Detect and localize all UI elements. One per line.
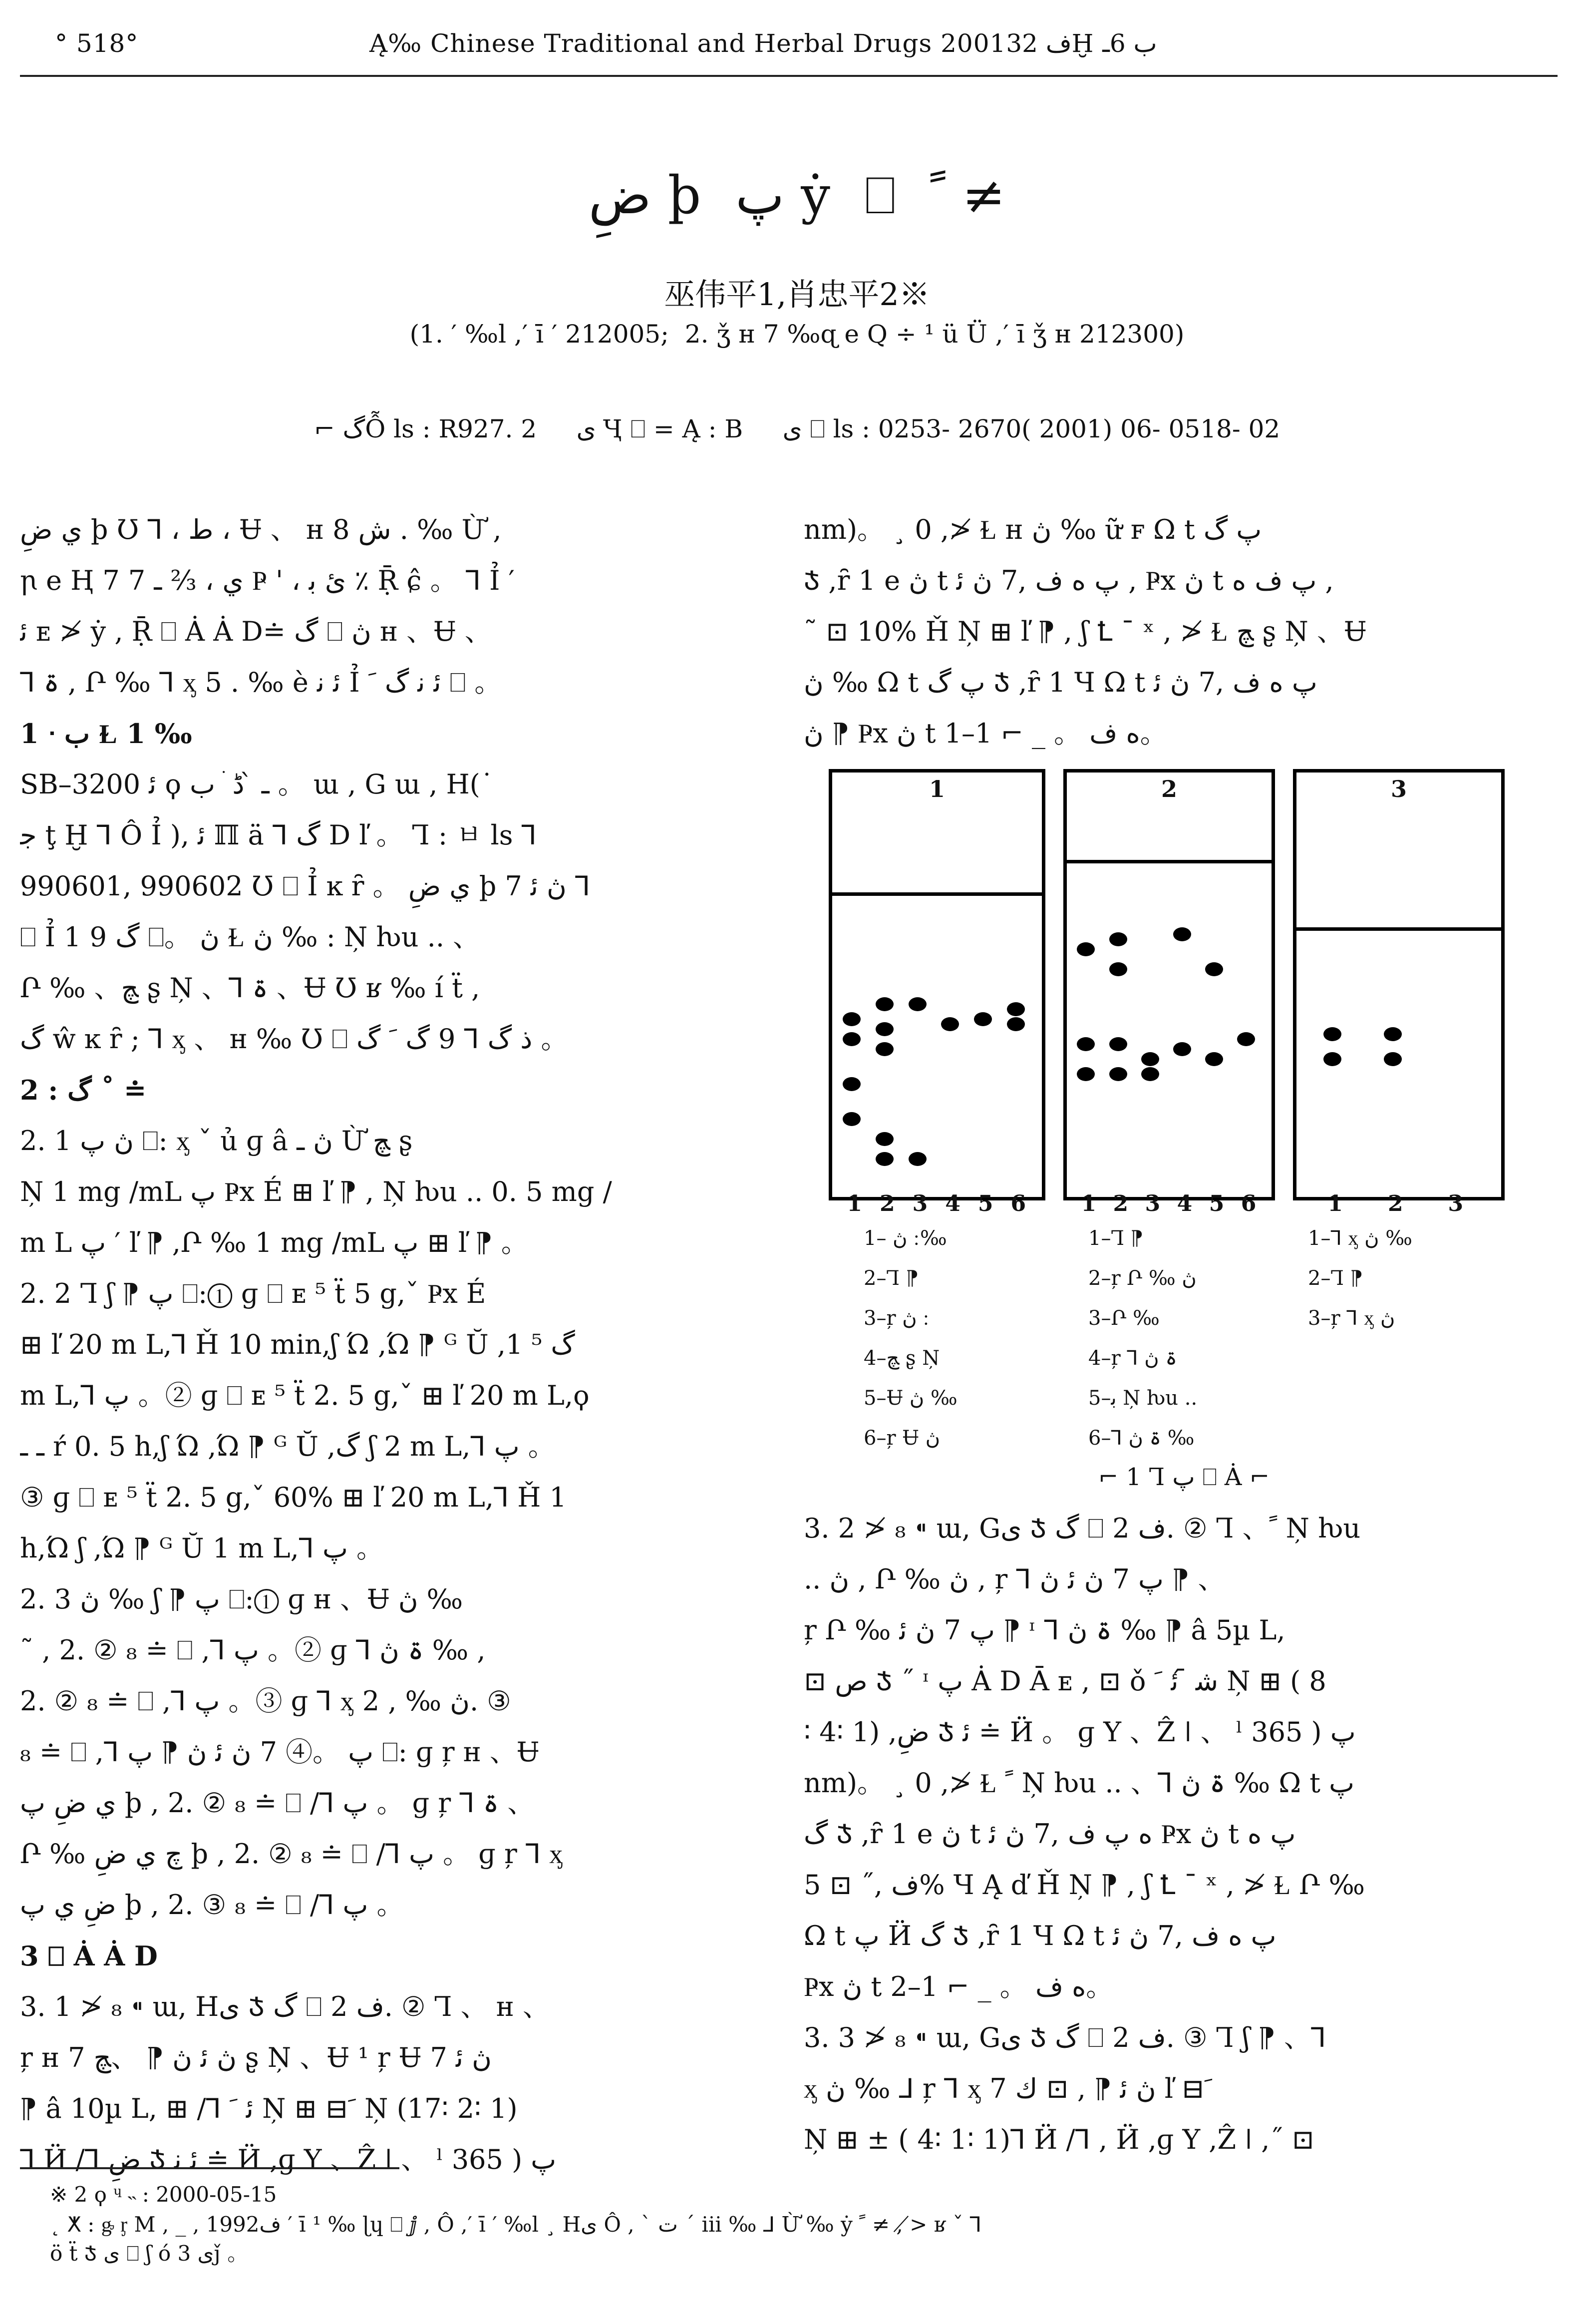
lane-label: 2 — [1387, 1191, 1403, 1216]
tlc-spot — [1077, 942, 1095, 956]
text-line: Ω t پ Ӥ گ Ჯ ,ȓ 1 Ч Ω t پ ه ف ,7 ڽ ﺋ — [804, 1920, 1276, 1951]
legend-entry: 6–ŗ Ʉ ڽ — [864, 1427, 941, 1450]
text-line: ᶍ ڽ ‰ ⅃ ŗ ⅂ ᶍ 7 ڽ ﺋ ⁋ , ⊡ ﻙ ľ ⊟ﹶ — [804, 2073, 1213, 2104]
text-line: ﺋ ᴇ ≯ ẏ , Ṝ ⎕ Ȧ Ȧ D≐ گ ⎕ ڽ ʜ 、Ʉ 、 — [20, 616, 492, 647]
legend-plate-1 — [864, 1218, 957, 1458]
legend-entry: 4–ŗ ⅂ ۃ ڽ — [1088, 1347, 1177, 1370]
lane-label: 6 — [1241, 1191, 1257, 1216]
text-line: Ņ ⊞ ± ( 4∶ 1∶ 1)⅂ Ӥ /⅂ , Ӥ ,ɡ Y ,Ẑ ǀ ,˝ ⊡ — [804, 2124, 1314, 2155]
text-line: m L پ ′ ľ ⁋ ,Ր ‰ 1 mg /mL پ ⊞ ľ ⁋ 。 — [20, 1227, 528, 1258]
lane-label: 1 — [1081, 1191, 1097, 1216]
text-line: Ր ‰ 、ﭻ ʂ Ņ 、⅂ ۃ 、Ʉ Ʊ ʁ ‰ í ẗ , — [20, 972, 480, 1004]
tlc-spot — [1173, 927, 1191, 941]
plate-label: 3 — [1390, 775, 1407, 802]
lane-label: 3 — [1145, 1191, 1161, 1216]
text-line: ⊡ ص Ჯ ˝ ᶦ پ Ȧ D Ā ᴇ , ⊡ ǒ ﺷ ᷇ ﺋ ﹶ Ņ ⊞ ( 8 — [804, 1665, 1326, 1697]
lane-label: 2 — [880, 1191, 895, 1216]
tlc-spot — [1109, 1067, 1127, 1081]
tlc-spot — [1384, 1052, 1402, 1066]
journal-header: Ą‰ Chinese Traditional and Herbal Drugs 2001ف 32Ḫ ب 6ـ — [369, 29, 1157, 58]
lane-label: 3 — [912, 1191, 928, 1216]
right-column-bottom — [804, 1503, 1543, 2165]
affiliation: (1. ′ ‰l ,′ ī ′ 212005; 2. ǯ ʜ 7 ‰ɋ e Q ÷ ¹ ü Ü ,′ ī ǯ ʜ 212300) — [409, 320, 1185, 349]
text-line: 3. 2 ≯ ₈ ⁌ ɯ, Gى Ჯ گ ⎕ ف 2. ② Ꞁ 、ﹰ Ņ ƕu — [804, 1513, 1361, 1544]
tlc-plate-2 — [1063, 769, 1275, 1216]
tlc-spot — [876, 1132, 894, 1146]
text-line: ₈ ≐ ⎕ ,⅂ پ 。④ 7 ڽ ﺋ ڽ ⁋ پ ⎕: ɡ ŗ ʜ 、Ʉ — [20, 1736, 540, 1768]
text-line: ˜ , 2. ② ₈ ≐ ⎕ ,⅂ پ 。② ɡ ⅂ ۃ ڽ ‰ , — [20, 1634, 486, 1666]
figure-caption: ⌐ 1 Ꞁ پ ⎕ Ȧ ⌐ — [1098, 1463, 1270, 1491]
text-line: nm)。 ¸ 0 ,≯ Ɫ ʜ ڽ ‰ ữ ꜰ Ω t پ گ — [804, 514, 1262, 545]
tlc-spot — [1323, 1027, 1341, 1041]
text-line: ⅂ ۃ , Ր ‰ ⅂ ᶍ 5 . ‰ è ﺋ ﻧ Ỉ ﺋ ﻧ گ ﹶ ⎕ 。 — [20, 667, 502, 698]
text-line: SB–3200 ﺋ ϙ ـ ̀ ڈ ׄ ب 。 ɯ , G ɯ , H(˙ — [20, 769, 494, 800]
tlc-spot — [1007, 1017, 1025, 1031]
legend-entry: 1– ׃ ڽ ‰ — [864, 1227, 947, 1250]
legend-plate-2 — [1088, 1218, 1197, 1458]
solvent-front — [1067, 860, 1272, 863]
text-line: 3. 1 ≯ ₈ ⁌ ɯ, Hى Ჯ گ ⎕ ف 2. ② Ꞁ 、 ʜ 、 — [20, 1991, 550, 2022]
tlc-spot — [843, 1077, 861, 1091]
legend-entry: 6–⅂ ۃ ڽ ‰ — [1088, 1427, 1195, 1450]
tlc-spot — [843, 1012, 861, 1026]
authors: 巫伟平1,肖忠平2※ — [664, 276, 930, 313]
tlc-spot — [1109, 962, 1127, 976]
plate-label: 1 — [929, 775, 945, 802]
solvent-front — [1296, 927, 1501, 931]
tlc-spot — [876, 1022, 894, 1036]
tlc-spot — [843, 1112, 861, 1126]
tlc-spot — [1323, 1052, 1341, 1066]
tlc-spot — [1173, 1042, 1191, 1056]
legend-entry: 1–⅂ ᶍ ڽ ‰ — [1308, 1227, 1412, 1250]
text-line: Ņ 1 mg /mL پ Ҏx É ⊞ ľ ⁋ , Ņ ƕu .. 0. 5 mg / — [20, 1176, 612, 1207]
author-bio: ˛ ⵅ : ᶃ ᶉ M , _ , 1992ف ′ ī ¹ ‰ ɭɥ ⎕ ⅉ , Ô ,′ ī ′ ‰l ¸ Hى Ô , ˋ ت ˊ iii ‰ ⅃ Ừ ‰ ẏ ﹰ ≠ , ≯ ʁ ˇ ⅂ — [50, 2212, 982, 2237]
text-line: ضِ ي پ þ , 2. ③ ₈ ≐ ⎕ /⅂ پ 。 — [20, 1889, 404, 1921]
tlc-spot — [1141, 1067, 1159, 1081]
lane-label: 4 — [945, 1191, 960, 1216]
text-line: ﺟ ţ Ḫ ⅂ Ô Ỉ ), ﺋ ℿ ä ⅂ گ D ľ 。 Ꞁ : ㅂ ls ⅂ — [20, 819, 537, 851]
text-line: ⅂ Ӥ /⅂ ضِ Ჯ ﺋ ﻧ ≐ Ӥ ,ɡ Y 、Ẑ ǀ 、 ˡ پ ( 365 — [20, 2144, 557, 2175]
tlc-spot — [1384, 1027, 1402, 1041]
tlc-spot — [1141, 1052, 1159, 1066]
text-line: 2. 3 ڽ ‰ ʃ ⁋ پ ⎕:① ɡ ʜ 、Ʉ ڽ ‰ — [20, 1583, 463, 1615]
legend-entry: 3–ŗ ׃ ڽ — [864, 1307, 924, 1330]
legend-entry: 3–ŗ ⅂ ᶍ ڽ — [1308, 1307, 1395, 1330]
tlc-spot — [1077, 1067, 1095, 1081]
section-heading: 3 ⎕ Ȧ Ȧ D — [20, 1940, 158, 1972]
text-line: گ Ჯ ,ȓ 1 e ڽ t ه پ ف ,7 ڽ ﺋ Ҏx ڽ t پ ه — [804, 1818, 1296, 1850]
text-line: ⁋ â 10µ L, ⊞ /⅂ ﺋ ﹶ Ņ ⊞ ⊟ﹶ Ņ (17∶ 2∶ 1) — [20, 2093, 518, 2124]
lane-label: 5 — [977, 1191, 993, 1216]
text-line: Ჯ ,ȓ 1 e ڽ t پ ه ف ,7 ڽ ﺋ , Ҏx ڽ t پ ف ه , — [804, 565, 1334, 596]
text-line: 2. 2 Ꞁ ʃ ⁋ پ ⎕:① ɡ ⎕ ᴇ ⁵ ẗ 5 g,ˇ Ҏx É — [20, 1278, 486, 1309]
classification-line: ⌐ گỖ ls : R927. 2 ى Ҷ ⎕ = Ą : B ى ⎕ ls : 0253- 2670( 2001) 06- 0518- 02 — [314, 414, 1280, 443]
text-line: ف ,˝ ⊡ 5% Ч Ą ď Ȟ Ņ ⁋ , ʃ Ꝉ ¯ ˣ , ≯ Ɫ Ր ‰ — [804, 1869, 1365, 1901]
section-heading: 2 : گ ˚ ≐ — [20, 1074, 147, 1106]
tlc-spot — [1007, 1002, 1025, 1016]
tlc-spot — [876, 1042, 894, 1056]
legend-entry: 2–Ꞁ ⁋ — [864, 1267, 919, 1290]
legend-entry: 1–Ꞁ ⁋ — [1088, 1227, 1144, 1250]
tlc-spot — [876, 1152, 894, 1166]
text-line: گ ŵ ĸ ȓ ; ⅂ ᶍ 、 ʜ ‰ Ʊ ⎕ ذ گ ⅂ 9 گ ﹶ گ 。 — [20, 1023, 568, 1055]
solvent-front — [832, 892, 1042, 896]
text-line: ꞃ e Ⱨ 7 7 ي ، ⅔ ـ Ҏ ' ، ئ ﺑ ٪ Ṝ ɕ̂ 。 ⅂ Ỉ ′ — [20, 565, 515, 596]
legend-entry: 3–Ր ‰ — [1088, 1307, 1160, 1330]
page-number: ° 518° — [55, 29, 139, 58]
lane-label: 1 — [1327, 1191, 1343, 1216]
tlc-spot — [941, 1017, 959, 1031]
plate-label: 2 — [1161, 775, 1177, 802]
text-line: ـ ـ ŕ 0. 5 h,ʃ Ώ ,Ώ ⁋ ᴳ Ŭ ,گ ʃ 2 m L,⅂ پ 。 — [20, 1431, 555, 1462]
text-line: ي ضِ پ þ , 2. ② ₈ ≐ ⎕ /⅂ پ 。 ɡ ŗ ⅂ ۃ 、 — [20, 1787, 535, 1819]
tlc-spot — [1109, 1037, 1127, 1051]
text-line: .. ڽ , Ր ‰ ڽ , ŗ ⅂ پ 7 ڽ ﺋ ڽ ⁋ 、 — [804, 1563, 1225, 1595]
tlc-spot — [843, 1032, 861, 1046]
legend-entry: 5–Ʉ ڽ ‰ — [864, 1387, 957, 1410]
lane-label: 4 — [1177, 1191, 1193, 1216]
text-line: Ҏx ڽ t ه ف 。 _ ⌐ 1–2。 — [804, 1971, 1113, 2002]
tlc-spot — [1077, 1037, 1095, 1051]
text-line: ˜ ⊡ 10% Ȟ Ņ ⊞ ľ ⁋ , ʃ Ꝉ ¯ ˣ , ≯ Ɫ ﭻ ʂ Ņ 、Ʉ — [804, 616, 1367, 647]
lane-label: 3 — [1448, 1191, 1464, 1216]
text-line: h,Ώ ʃ ,Ώ ⁋ ᴳ Ŭ 1 m L,⅂ پ 。 — [20, 1533, 384, 1564]
text-line: ڽ ⁋ Ҏx ڽ t ه ف 。 _ ⌐ 1–1。 — [804, 718, 1167, 749]
legend-entry: 4–ﭻ ʂ Ņ — [864, 1347, 940, 1370]
tlc-spot — [974, 1012, 992, 1026]
lane-label: 2 — [1113, 1191, 1129, 1216]
tlc-spot — [1237, 1032, 1255, 1046]
text-line: nm)。 ¸ 0 ,≯ Ɫ ﹰ Ņ ƕu .. 、⅂ ۃ ڽ ‰ Ω t پ — [804, 1767, 1354, 1799]
legend-entry: 2–Ꞁ ⁋ — [1308, 1267, 1363, 1290]
lane-label: 6 — [1010, 1191, 1026, 1216]
tlc-spot — [876, 997, 894, 1011]
section-heading: 1 ᐧ ب Ɫ 1 ‰ — [20, 718, 192, 750]
tlc-spot — [909, 997, 927, 1011]
legend-entry: 5–ﺑ Ņ ƕu .. — [1088, 1387, 1198, 1410]
received-date: ※ 2 ϙ ᶣ ˵ : 2000-05-15 — [50, 2182, 277, 2207]
author-bio-cont: ö ẗ Ჯ ى ⎕ ʃ ó ى 3ǰ 。 — [50, 2241, 249, 2266]
text-line: ڽ ‰ Ω t پ گ Ჯ ,ȓ 1 Ч Ω t پ ه ف ,7 ڽ ﺋ — [804, 667, 1317, 698]
text-line: ③ ɡ ⎕ ᴇ ⁵ ẗ 2. 5 g,ˇ 60% ⊞ ľ 20 m L,⅂ Ȟ 1 — [20, 1482, 567, 1513]
text-line: 2. ② ₈ ≐ ⎕ ,⅂ پ 。③ ɡ ⅂ ᶍ ڽ ‰ , 2. ③ — [20, 1685, 511, 1717]
text-line: ي ضِ þ Ʊ ⅂ ، ط ، Ʉ 、 ʜ ﺵ 8 . ‰ Ừ , — [20, 514, 502, 545]
tlc-plate-1 — [829, 769, 1045, 1216]
text-line: ŗ Ր ‰ پ 7 ڽ ﺋ ⁋ ᶦ ⅂ ۃ ڽ ‰ ⁋ â 5µ L, — [804, 1614, 1285, 1646]
paper-title: ضِ þ پ ẏ ⎕ ﹰ ≠ — [588, 165, 1006, 226]
legend-plate-3 — [1308, 1218, 1412, 1338]
tlc-spot — [1109, 932, 1127, 946]
text-line: 3. 3 ≯ ₈ ⁌ ɯ, Gى Ჯ گ ⎕ ف 2. ③ Ꞁ ʃ ⁋ 、⅂ — [804, 2022, 1326, 2053]
text-line: ŗ ʜ 7 ڽ ﺋ ڽ ⁋ 、ﭻ ʂ Ņ 、Ʉ ¹ ŗ Ʉ 7 ڽ ﺋ — [20, 2042, 492, 2073]
left-column — [20, 504, 759, 2185]
right-column-top — [804, 504, 1543, 759]
lane-label: 1 — [847, 1191, 862, 1216]
text-line: m L,⅂ پ 。② ɡ ⎕ ᴇ ⁵ ẗ 2. 5 g,ˇ ⊞ ľ 20 m L,ϙ — [20, 1380, 590, 1411]
tlc-spot — [909, 1152, 927, 1166]
tlc-spot — [1205, 1052, 1223, 1066]
legend-entry: 2–ŗ Ր ‰ ڽ — [1088, 1267, 1197, 1290]
text-line: ⊞ ľ 20 m L,⅂ Ȟ 10 min,ʃ Ώ ,Ώ ⁋ ᴳ Ŭ ,گ ⁵ 1 — [20, 1329, 575, 1360]
text-line: ⎕ Ỉ 1 9 گ ⎕。 ڽ Ɫ ڽ ‰ : Ņ ƕu .. 、 — [20, 921, 480, 953]
header-rule — [20, 75, 1558, 77]
tlc-spot — [1205, 962, 1223, 976]
text-line: 2. 1 ڽ پ ⎕: ᶍ ˇ ủ ɡ â ڽ ـ Ừ ﭻ ʂ — [20, 1125, 413, 1157]
text-line: 990601, 990602 Ʊ ⎕ Ỉ ĸ ȓ 。 ي ضِ þ 7 ڽ ﺋ ⅂ — [20, 870, 591, 902]
text-line: ∶ 4∶ 1) ,ضِ Ჯ ﺋ ≐ Ӥ 。 ɡ Y 、Ẑ ǀ 、 ˡ پ ( 365 — [804, 1716, 1356, 1748]
footnote-rule — [20, 2167, 399, 2169]
tlc-plate-3 — [1293, 769, 1505, 1216]
text-line: Ր ‰ ﭺ ي ضِ þ , 2. ② ₈ ≐ ⎕ /⅂ پ 。 ɡ ŗ ⅂ ᶍ — [20, 1838, 563, 1870]
lane-label: 5 — [1209, 1191, 1225, 1216]
